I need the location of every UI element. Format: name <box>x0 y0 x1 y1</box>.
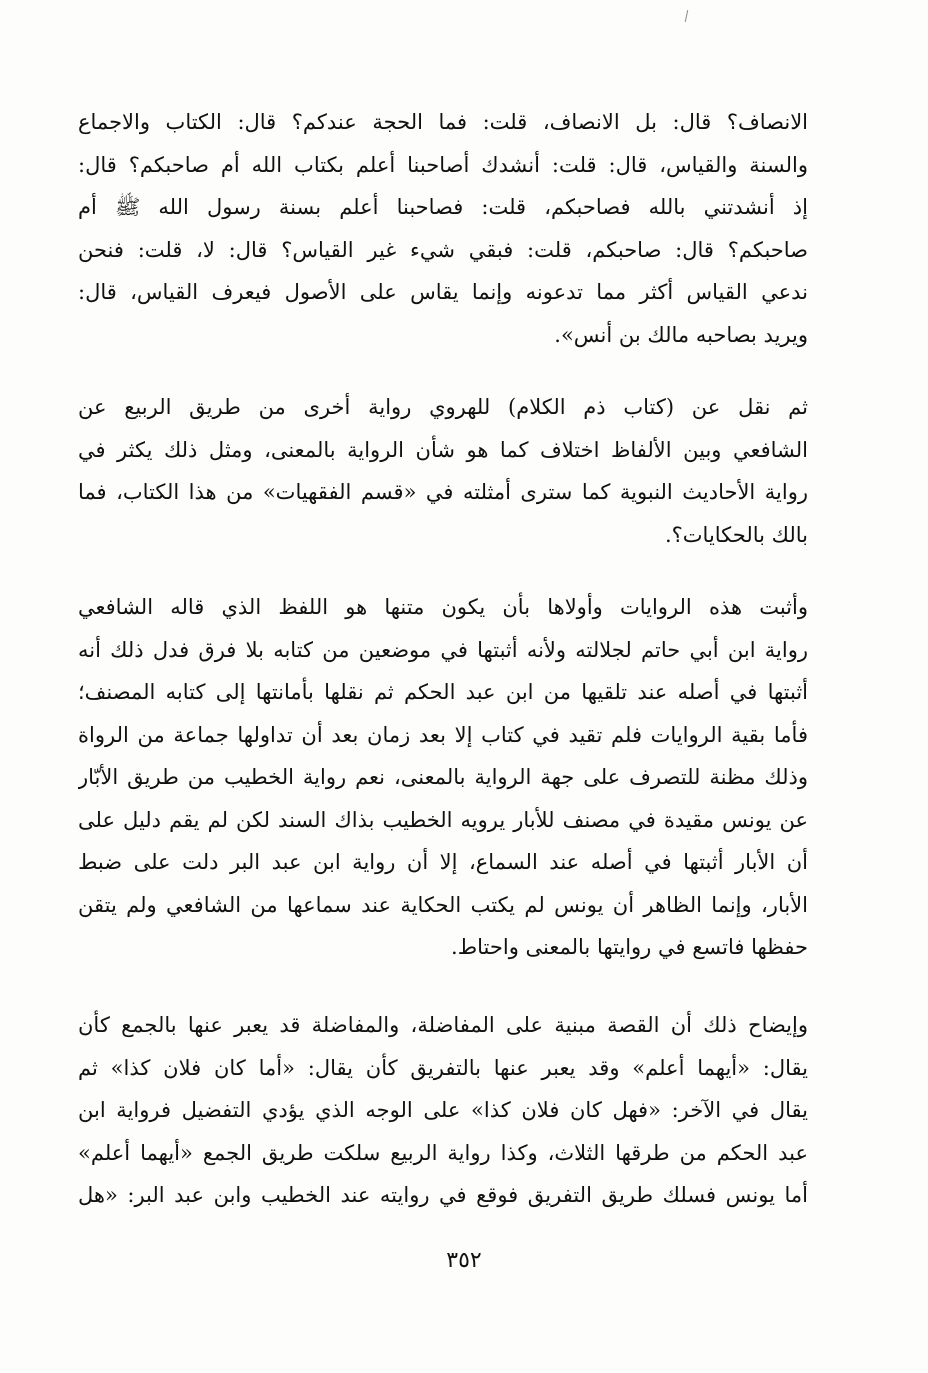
text-line: عن يونس مقيدة في مصنف للأبار يرويه الخطيب بذاك السند لكن لم يقم دليل على <box>78 807 808 832</box>
text-line: أن الأبار أثبتها في أصله عند السماع، إلا أن رواية ابن عبد البر دلت على ضبط <box>78 850 808 874</box>
paragraph-1 <box>78 101 808 356</box>
text-line: ويريد بصاحبه مالك بن أنس». <box>554 322 808 347</box>
text-line: والسنة والقياس، قال: قلت: أنشدك أصاحبنا أعلم بكتاب الله أم صاحبكم؟ قال: <box>78 152 808 177</box>
text-line: إذ أنشدتني بالله فصاحبكم، قلت: فصاحبنا أعلم بسنة رسول الله ﷺ أم <box>78 195 808 219</box>
text-line: يقال: «أيهما أعلم» وقد يعبر عنها بالتفريق كأن يقال: «أما كان فلان كذا» ثم <box>78 1055 808 1080</box>
text-line: أما يونس فسلك طريق التفريق فوقع في روايته عند الخطيب وابن عبد البر: «هل <box>78 1183 808 1207</box>
text-line: يقال في الآخر: «فهل كان فلان كذا» على الوجه الذي يؤدي التفضيل فرواية ابن <box>78 1098 808 1122</box>
text-line: ندعي القياس أكثر مما تدعونه وإنما يقاس على الأصول فيعرف القياس، قال: <box>78 280 808 304</box>
text-line: أثبتها في أصله عند تلقيها من ابن عبد الحكم ثم نقلها بأمانتها إلى كتابه المصنف؛ <box>78 680 808 704</box>
text-line: الانصاف؟ قال: بل الانصاف، قلت: فما الحجة عندكم؟ قال: الكتاب والاجماع <box>78 110 808 134</box>
text-line: بالك بالحكايات؟. <box>664 522 808 547</box>
text-line: ثم نقل عن (كتاب ذم الكلام) للهروي رواية أخرى من طريق الربيع عن <box>78 395 808 419</box>
paragraph-3 <box>78 586 808 969</box>
text-line: عبد الحكم من طرقها الثلاث، وكذا رواية الربيع سلكت طريق الجمع «أيهما أعلم» <box>78 1140 808 1165</box>
paragraph-4 <box>78 1004 808 1217</box>
text-line: فأما بقية الروايات فلم تقيد في كتاب إلا بعد زمان بعد أن تداولها جماعة من الرواة <box>78 722 808 747</box>
text-line: حفظها فاتسع في روايتها بالمعنى واحتاط. <box>451 935 808 959</box>
paragraph-2 <box>78 386 808 556</box>
page-number: ٣٥٢ <box>446 1248 482 1273</box>
text-line: وذلك مظنة للتصرف على جهة الرواية بالمعنى، نعم رواية الخطيب من طريق الأبّار <box>78 765 808 789</box>
text-line: وأثبت هذه الروايات وأولاها بأن يكون متنها هو اللفظ الذي قاله الشافعي <box>78 595 808 619</box>
text-line: رواية الأحاديث النبوية كما سترى أمثلته في «قسم الفقهيات» من هذا الكتاب، فما <box>78 480 808 504</box>
text-line: وإيضاح ذلك أن القصة مبنية على المفاضلة، والمفاضلة قد يعبر عنها بالجمع كأن <box>78 1013 808 1037</box>
scan-mark <box>685 10 688 22</box>
text-line: رواية ابن أبي حاتم لجلالته ولأنه أثبتها في موضعين من كتابه بلا فرق فدل ذلك أنه <box>78 637 808 662</box>
text-line: الأبار، وإنما الظاهر أن يونس لم يكتب الحكاية عند سماعها من الشافعي ولم يتقن <box>78 892 808 917</box>
text-line: الشافعي وبين الألفاظ اختلاف كما هو شأن الرواية بالمعنى، ومثل ذلك يكثر في <box>78 437 808 462</box>
text-line: صاحبكم؟ قال: صاحبكم، قلت: فبقي شيء غير القياس؟ قال: لا، قلت: فنحن <box>78 237 808 262</box>
